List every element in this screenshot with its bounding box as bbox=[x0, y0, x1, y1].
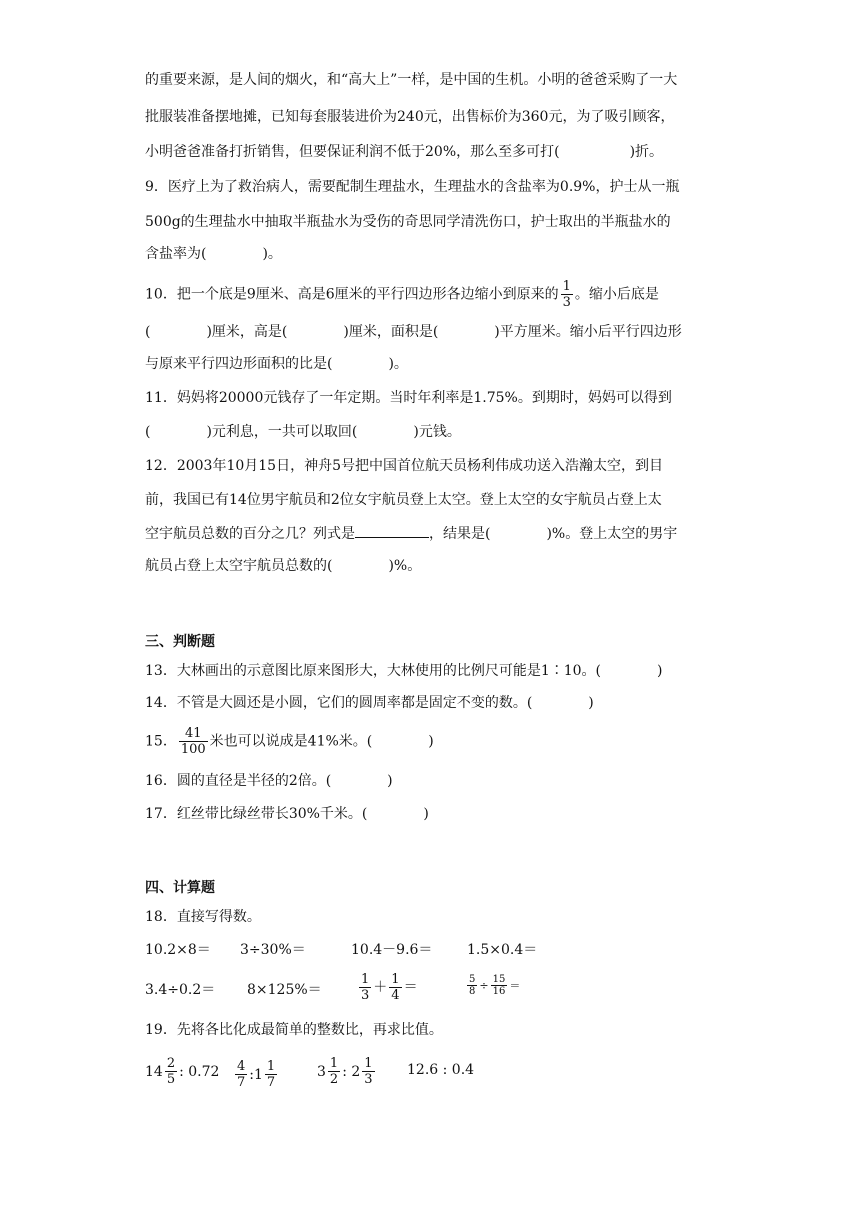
q8-text-line-2: 批服装准备摆地摊，已知每套服装进价为240元，出售标价为360元，为了吸引顾客， bbox=[145, 109, 675, 125]
calc-item-8 bbox=[465, 974, 520, 997]
ratio2-colon: :1 bbox=[249, 1066, 263, 1083]
ratio1-whole: 14 bbox=[145, 1063, 163, 1080]
q10-text-line-1 bbox=[145, 279, 659, 310]
q12-text-line-3 bbox=[145, 523, 677, 544]
ratio3-fraction-2 bbox=[362, 1056, 374, 1087]
q9-text-line-1: 9．医疗上为了救治病人，需要配制生理盐水，生理盐水的含盐率为0.9%，护士从一瓶 bbox=[145, 179, 680, 195]
q15-fraction-denominator: 100 bbox=[180, 742, 206, 757]
calc8-fraction-2 bbox=[491, 974, 508, 997]
q16-text: 16．圆的直径是半径的2倍。( ) bbox=[145, 773, 393, 789]
ratio-item-2 bbox=[233, 1056, 279, 1090]
calc-item-2: 3÷30%＝ bbox=[240, 942, 306, 958]
q11-text-line-2: ( )元利息，一共可以取回( )元钱。 bbox=[145, 424, 461, 440]
calc7-den-2: 4 bbox=[391, 988, 400, 1003]
q12-text-part-b: ，结果是( )%。登上太空的男宇 bbox=[429, 526, 678, 542]
q15-suffix: 米也可以说成是41%米。( ) bbox=[209, 733, 434, 750]
section-3-title: 三、判断题 bbox=[145, 634, 215, 650]
q9-text-line-3: 含盐率为( )。 bbox=[145, 246, 282, 262]
q12-text-line-2: 前，我国已有14位男宇航员和2位女宇航员登上太空。登上太空的女宇航员占登上太 bbox=[145, 492, 662, 508]
q10-fraction-numerator: 1 bbox=[562, 279, 571, 294]
q17-text: 17．红丝带比绿丝带长30%千米。( ) bbox=[145, 806, 429, 822]
q9-text-line-2: 500g的生理盐水中抽取半瓶盐水为受伤的奇思同学清洗伤口，护士取出的半瓶盐水的 bbox=[145, 214, 671, 230]
calc-item-3: 10.4－9.6＝ bbox=[351, 942, 433, 958]
q8-text-line-3: 小明爸爸准备打折销售，但要保证利润不低于20%，那么至多可打( )折。 bbox=[145, 144, 664, 160]
q10-fraction bbox=[561, 279, 573, 310]
calc8-num-2: 15 bbox=[492, 974, 506, 985]
ratio2-num-2: 1 bbox=[266, 1059, 276, 1074]
ratio1-fraction bbox=[165, 1056, 177, 1087]
ratio1-num: 2 bbox=[166, 1056, 176, 1071]
ratio2-fraction-2 bbox=[265, 1059, 277, 1090]
q10-text-part-a: 10．把一个底是9厘米、高是6厘米的平行四边形各边缩小到原来的 bbox=[145, 286, 559, 303]
q18-text: 18．直接写得数。 bbox=[145, 909, 261, 925]
calc7-num-2: 1 bbox=[391, 972, 400, 987]
ratio2-den-2: 7 bbox=[266, 1075, 276, 1090]
ratio3-num-1: 1 bbox=[329, 1056, 339, 1071]
q10-text-line-2: ( )厘米，高是( )厘米，面积是( )平方厘米。缩小后平行四边形 bbox=[145, 324, 682, 340]
ratio1-rest: : 0.72 bbox=[179, 1063, 220, 1080]
calc7-equals: ＝ bbox=[403, 979, 418, 996]
calc7-den-1: 3 bbox=[361, 988, 370, 1003]
section-4-title: 四、计算题 bbox=[145, 880, 215, 896]
ratio2-den-1: 7 bbox=[237, 1075, 246, 1090]
q12-text-line-4: 航员占登上太空宇航员总数的( )%。 bbox=[145, 558, 422, 574]
calc8-den-1: 8 bbox=[469, 986, 476, 997]
calc7-fraction-2 bbox=[389, 972, 401, 1003]
q12-answer-blank[interactable] bbox=[355, 523, 429, 538]
q10-text-line-3: 与原来平行四边形面积的比是( )。 bbox=[145, 356, 408, 372]
q14-text: 14．不管是大圆还是小圆，它们的圆周率都是固定不变的数。( ) bbox=[145, 695, 594, 711]
ratio-item-4: 12.6 : 0.4 bbox=[407, 1062, 475, 1078]
calc-item-5: 3.4÷0.2＝ bbox=[145, 982, 216, 998]
q15-fraction-numerator: 41 bbox=[184, 726, 202, 741]
q15-text bbox=[145, 726, 434, 757]
calc-item-6: 8×125%＝ bbox=[247, 982, 322, 998]
ratio2-num-1: 4 bbox=[237, 1059, 246, 1074]
calc-item-4: 1.5×0.4＝ bbox=[467, 942, 538, 958]
q10-fraction-denominator: 3 bbox=[562, 295, 571, 310]
q11-text-line-1: 11．妈妈将20000元钱存了一年定期。当时年利率是1.75%。到期时，妈妈可以得到 bbox=[145, 390, 672, 406]
calc8-den-2: 16 bbox=[492, 986, 506, 997]
calc8-fraction-1 bbox=[467, 974, 477, 997]
calc7-operator: ＋ bbox=[373, 979, 388, 996]
ratio3-whole: 3 bbox=[317, 1063, 326, 1080]
q15-fraction bbox=[179, 726, 208, 757]
q10-text-part-b: 。缩小后底是 bbox=[574, 286, 659, 303]
ratio-item-1 bbox=[145, 1056, 219, 1087]
ratio3-den-1: 2 bbox=[329, 1072, 339, 1087]
calc8-equals: ＝ bbox=[509, 979, 521, 993]
ratio1-den: 5 bbox=[166, 1072, 176, 1087]
ratio2-fraction-1 bbox=[235, 1059, 247, 1090]
ratio3-num-2: 1 bbox=[364, 1056, 373, 1071]
calc7-fraction-1 bbox=[359, 972, 371, 1003]
q15-prefix: 15． bbox=[145, 733, 177, 750]
calc7-num-1: 1 bbox=[361, 972, 370, 987]
q8-text-line-1: 的重要来源，是人间的烟火，和“高大上”一样，是中国的生机。小明的爸爸采购了一大 bbox=[145, 72, 678, 88]
q12-text-line-1: 12．2003年10月15日，神舟5号把中国首位航天员杨利伟成功送入浩瀚太空，到目 bbox=[145, 458, 663, 474]
calc-item-1: 10.2×8＝ bbox=[145, 942, 211, 958]
ratio-item-3 bbox=[317, 1056, 377, 1087]
calc8-operator: ÷ bbox=[479, 979, 489, 993]
ratio3-fraction-1 bbox=[328, 1056, 340, 1087]
calc8-num-1: 5 bbox=[469, 974, 476, 985]
ratio3-colon: : 2 bbox=[342, 1063, 361, 1080]
q19-text: 19．先将各比化成最简单的整数比，再求比值。 bbox=[145, 1022, 443, 1038]
q12-text-part-a: 空宇航员总数的百分之几？列式是 bbox=[145, 526, 355, 542]
calc-item-7 bbox=[357, 972, 418, 1003]
ratio3-den-2: 3 bbox=[364, 1072, 373, 1087]
q13-text: 13．大林画出的示意图比原来图形大，大林使用的比例尺可能是1∶10。( ) bbox=[145, 663, 663, 679]
